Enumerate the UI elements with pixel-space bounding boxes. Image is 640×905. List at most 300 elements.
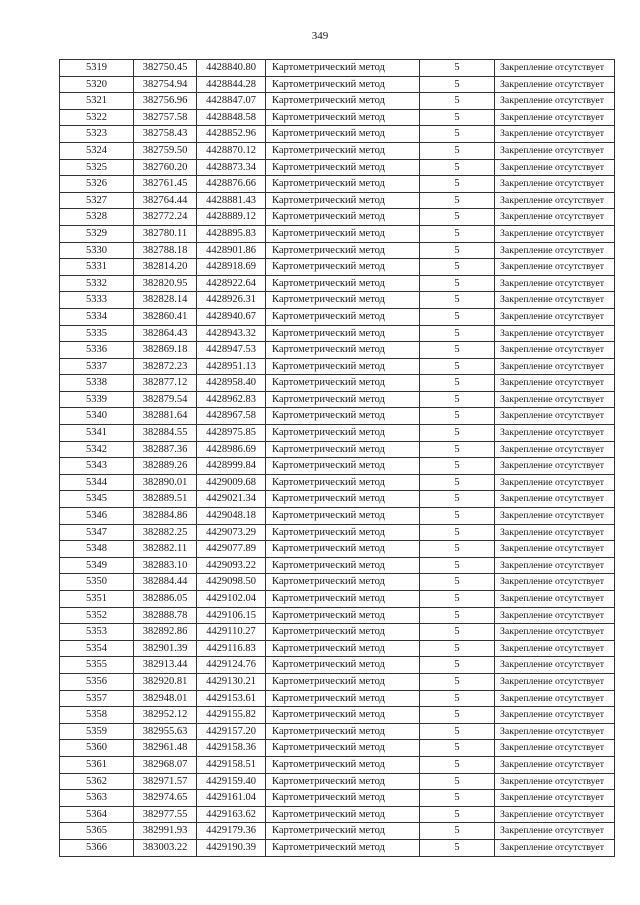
table-row (60, 707, 615, 724)
method-cell: Картометрический метод (266, 126, 420, 143)
point-number-cell: 5346 (60, 508, 134, 525)
table-row (60, 408, 615, 425)
method-cell: Картометрический метод (266, 259, 420, 276)
x-coordinate-cell: 383003.22 (134, 839, 197, 856)
table-row (60, 474, 615, 491)
fixing-cell: Закрепление отсутствует (495, 142, 615, 159)
x-coordinate-cell: 382888.78 (134, 607, 197, 624)
x-coordinate-cell: 382884.44 (134, 574, 197, 591)
method-cell: Картометрический метод (266, 342, 420, 359)
accuracy-cell: 5 (420, 259, 495, 276)
fixing-cell: Закрепление отсутствует (495, 375, 615, 392)
point-number-cell: 5349 (60, 557, 134, 574)
fixing-cell: Закрепление отсутствует (495, 607, 615, 624)
point-number-cell: 5333 (60, 292, 134, 309)
accuracy-cell: 5 (420, 93, 495, 110)
accuracy-cell: 5 (420, 441, 495, 458)
table-row (60, 640, 615, 657)
y-coordinate-cell: 4429009.68 (197, 474, 266, 491)
accuracy-cell: 5 (420, 839, 495, 856)
x-coordinate-cell: 382974.65 (134, 790, 197, 807)
method-cell: Картометрический метод (266, 508, 420, 525)
accuracy-cell: 5 (420, 806, 495, 823)
fixing-cell: Закрепление отсутствует (495, 723, 615, 740)
accuracy-cell: 5 (420, 358, 495, 375)
accuracy-cell: 5 (420, 408, 495, 425)
fixing-cell: Закрепление отсутствует (495, 474, 615, 491)
y-coordinate-cell: 4429158.51 (197, 756, 266, 773)
y-coordinate-cell: 4429157.20 (197, 723, 266, 740)
accuracy-cell: 5 (420, 756, 495, 773)
y-coordinate-cell: 4429021.34 (197, 491, 266, 508)
method-cell: Картометрический метод (266, 541, 420, 558)
method-cell: Картометрический метод (266, 176, 420, 193)
accuracy-cell: 5 (420, 508, 495, 525)
fixing-cell: Закрепление отсутствует (495, 790, 615, 807)
table-row (60, 292, 615, 309)
method-cell: Картометрический метод (266, 557, 420, 574)
point-number-cell: 5328 (60, 209, 134, 226)
y-coordinate-cell: 4428848.58 (197, 109, 266, 126)
method-cell: Картометрический метод (266, 425, 420, 442)
fixing-cell: Закрепление отсутствует (495, 508, 615, 525)
point-number-cell: 5339 (60, 391, 134, 408)
y-coordinate-cell: 4429116.83 (197, 640, 266, 657)
y-coordinate-cell: 4428844.28 (197, 76, 266, 93)
y-coordinate-cell: 4428876.66 (197, 176, 266, 193)
table-row (60, 275, 615, 292)
table-row (60, 425, 615, 442)
y-coordinate-cell: 4429153.61 (197, 690, 266, 707)
method-cell: Картометрический метод (266, 723, 420, 740)
y-coordinate-cell: 4429190.39 (197, 839, 266, 856)
y-coordinate-cell: 4429161.04 (197, 790, 266, 807)
accuracy-cell: 5 (420, 591, 495, 608)
method-cell: Картометрический метод (266, 325, 420, 342)
accuracy-cell: 5 (420, 242, 495, 259)
method-cell: Картометрический метод (266, 458, 420, 475)
fixing-cell: Закрепление отсутствует (495, 557, 615, 574)
x-coordinate-cell: 382756.96 (134, 93, 197, 110)
point-number-cell: 5336 (60, 342, 134, 359)
y-coordinate-cell: 4429179.36 (197, 823, 266, 840)
x-coordinate-cell: 382788.18 (134, 242, 197, 259)
point-number-cell: 5324 (60, 142, 134, 159)
y-coordinate-cell: 4429163.62 (197, 806, 266, 823)
fixing-cell: Закрепление отсутствует (495, 308, 615, 325)
accuracy-cell: 5 (420, 109, 495, 126)
y-coordinate-cell: 4429098.50 (197, 574, 266, 591)
fixing-cell: Закрепление отсутствует (495, 76, 615, 93)
x-coordinate-cell: 382961.48 (134, 740, 197, 757)
accuracy-cell: 5 (420, 142, 495, 159)
method-cell: Картометрический метод (266, 524, 420, 541)
accuracy-cell: 5 (420, 192, 495, 209)
accuracy-cell: 5 (420, 823, 495, 840)
table-row (60, 624, 615, 641)
table-row (60, 259, 615, 276)
accuracy-cell: 5 (420, 673, 495, 690)
x-coordinate-cell: 382828.14 (134, 292, 197, 309)
point-number-cell: 5345 (60, 491, 134, 508)
method-cell: Картометрический метод (266, 76, 420, 93)
point-number-cell: 5334 (60, 308, 134, 325)
fixing-cell: Закрепление отсутствует (495, 275, 615, 292)
y-coordinate-cell: 4428840.80 (197, 60, 266, 77)
point-number-cell: 5356 (60, 673, 134, 690)
point-number-cell: 5362 (60, 773, 134, 790)
method-cell: Картометрический метод (266, 690, 420, 707)
method-cell: Картометрический метод (266, 740, 420, 757)
method-cell: Картометрический метод (266, 839, 420, 856)
method-cell: Картометрический метод (266, 474, 420, 491)
method-cell: Картометрический метод (266, 607, 420, 624)
point-number-cell: 5337 (60, 358, 134, 375)
x-coordinate-cell: 382884.86 (134, 508, 197, 525)
point-number-cell: 5319 (60, 60, 134, 77)
method-cell: Картометрический метод (266, 292, 420, 309)
x-coordinate-cell: 382890.01 (134, 474, 197, 491)
point-number-cell: 5326 (60, 176, 134, 193)
x-coordinate-cell: 382955.63 (134, 723, 197, 740)
x-coordinate-cell: 382882.11 (134, 541, 197, 558)
x-coordinate-cell: 382886.05 (134, 591, 197, 608)
point-number-cell: 5335 (60, 325, 134, 342)
table-row (60, 308, 615, 325)
accuracy-cell: 5 (420, 275, 495, 292)
accuracy-cell: 5 (420, 391, 495, 408)
y-coordinate-cell: 4428901.86 (197, 242, 266, 259)
table-row (60, 209, 615, 226)
point-number-cell: 5357 (60, 690, 134, 707)
point-number-cell: 5340 (60, 408, 134, 425)
method-cell: Картометрический метод (266, 358, 420, 375)
x-coordinate-cell: 382820.95 (134, 275, 197, 292)
method-cell: Картометрический метод (266, 375, 420, 392)
table-row (60, 93, 615, 110)
y-coordinate-cell: 4429124.76 (197, 657, 266, 674)
y-coordinate-cell: 4429110.27 (197, 624, 266, 641)
fixing-cell: Закрепление отсутствует (495, 673, 615, 690)
fixing-cell: Закрепление отсутствует (495, 441, 615, 458)
fixing-cell: Закрепление отсутствует (495, 624, 615, 641)
y-coordinate-cell: 4429077.89 (197, 541, 266, 558)
y-coordinate-cell: 4428975.85 (197, 425, 266, 442)
x-coordinate-cell: 382892.86 (134, 624, 197, 641)
point-number-cell: 5320 (60, 76, 134, 93)
x-coordinate-cell: 382882.25 (134, 524, 197, 541)
fixing-cell: Закрепление отсутствует (495, 292, 615, 309)
table-row (60, 591, 615, 608)
y-coordinate-cell: 4428951.13 (197, 358, 266, 375)
point-number-cell: 5361 (60, 756, 134, 773)
fixing-cell: Закрепление отсутствует (495, 690, 615, 707)
point-number-cell: 5364 (60, 806, 134, 823)
y-coordinate-cell: 4428852.96 (197, 126, 266, 143)
x-coordinate-cell: 382977.55 (134, 806, 197, 823)
y-coordinate-cell: 4428895.83 (197, 225, 266, 242)
x-coordinate-cell: 382864.43 (134, 325, 197, 342)
table-row (60, 673, 615, 690)
method-cell: Картометрический метод (266, 823, 420, 840)
method-cell: Картометрический метод (266, 756, 420, 773)
x-coordinate-cell: 382948.01 (134, 690, 197, 707)
accuracy-cell: 5 (420, 690, 495, 707)
accuracy-cell: 5 (420, 308, 495, 325)
accuracy-cell: 5 (420, 790, 495, 807)
accuracy-cell: 5 (420, 640, 495, 657)
table-row (60, 159, 615, 176)
fixing-cell: Закрепление отсутствует (495, 60, 615, 77)
y-coordinate-cell: 4429106.15 (197, 607, 266, 624)
accuracy-cell: 5 (420, 557, 495, 574)
table-row (60, 806, 615, 823)
x-coordinate-cell: 382889.51 (134, 491, 197, 508)
table-row (60, 508, 615, 525)
fixing-cell: Закрепление отсутствует (495, 591, 615, 608)
table-row (60, 723, 615, 740)
coordinates-table (59, 59, 615, 857)
fixing-cell: Закрепление отсутствует (495, 640, 615, 657)
fixing-cell: Закрепление отсутствует (495, 756, 615, 773)
x-coordinate-cell: 382761.45 (134, 176, 197, 193)
fixing-cell: Закрепление отсутствует (495, 325, 615, 342)
x-coordinate-cell: 382879.54 (134, 391, 197, 408)
y-coordinate-cell: 4429073.29 (197, 524, 266, 541)
table-row (60, 60, 615, 77)
fixing-cell: Закрепление отсутствует (495, 225, 615, 242)
method-cell: Картометрический метод (266, 806, 420, 823)
method-cell: Картометрический метод (266, 159, 420, 176)
x-coordinate-cell: 382772.24 (134, 209, 197, 226)
y-coordinate-cell: 4428922.64 (197, 275, 266, 292)
accuracy-cell: 5 (420, 159, 495, 176)
method-cell: Картометрический метод (266, 142, 420, 159)
table-row (60, 574, 615, 591)
x-coordinate-cell: 382889.26 (134, 458, 197, 475)
x-coordinate-cell: 382920.81 (134, 673, 197, 690)
point-number-cell: 5365 (60, 823, 134, 840)
x-coordinate-cell: 382757.58 (134, 109, 197, 126)
method-cell: Картометрический метод (266, 275, 420, 292)
fixing-cell: Закрепление отсутствует (495, 458, 615, 475)
x-coordinate-cell: 382872.23 (134, 358, 197, 375)
point-number-cell: 5366 (60, 839, 134, 856)
method-cell: Картометрический метод (266, 441, 420, 458)
x-coordinate-cell: 382913.44 (134, 657, 197, 674)
x-coordinate-cell: 382884.55 (134, 425, 197, 442)
x-coordinate-cell: 382860.41 (134, 308, 197, 325)
y-coordinate-cell: 4429159.40 (197, 773, 266, 790)
accuracy-cell: 5 (420, 524, 495, 541)
y-coordinate-cell: 4428889.12 (197, 209, 266, 226)
table-row (60, 657, 615, 674)
table-row (60, 458, 615, 475)
fixing-cell: Закрепление отсутствует (495, 491, 615, 508)
table-row (60, 541, 615, 558)
x-coordinate-cell: 382877.12 (134, 375, 197, 392)
x-coordinate-cell: 382758.43 (134, 126, 197, 143)
accuracy-cell: 5 (420, 342, 495, 359)
method-cell: Картометрический метод (266, 242, 420, 259)
table-row (60, 192, 615, 209)
point-number-cell: 5363 (60, 790, 134, 807)
accuracy-cell: 5 (420, 707, 495, 724)
fixing-cell: Закрепление отсутствует (495, 159, 615, 176)
x-coordinate-cell: 382971.57 (134, 773, 197, 790)
y-coordinate-cell: 4428958.40 (197, 375, 266, 392)
x-coordinate-cell: 382780.11 (134, 225, 197, 242)
method-cell: Картометрический метод (266, 391, 420, 408)
accuracy-cell: 5 (420, 126, 495, 143)
fixing-cell: Закрепление отсутствует (495, 541, 615, 558)
point-number-cell: 5358 (60, 707, 134, 724)
method-cell: Картометрический метод (266, 192, 420, 209)
coordinates-table-body (60, 60, 615, 857)
fixing-cell: Закрепление отсутствует (495, 176, 615, 193)
table-row (60, 491, 615, 508)
table-row (60, 76, 615, 93)
y-coordinate-cell: 4429048.18 (197, 508, 266, 525)
y-coordinate-cell: 4428918.69 (197, 259, 266, 276)
point-number-cell: 5338 (60, 375, 134, 392)
y-coordinate-cell: 4428926.31 (197, 292, 266, 309)
point-number-cell: 5332 (60, 275, 134, 292)
x-coordinate-cell: 382750.45 (134, 60, 197, 77)
y-coordinate-cell: 4429155.82 (197, 707, 266, 724)
method-cell: Картометрический метод (266, 624, 420, 641)
x-coordinate-cell: 382814.20 (134, 259, 197, 276)
method-cell: Картометрический метод (266, 225, 420, 242)
fixing-cell: Закрепление отсутствует (495, 707, 615, 724)
table-row (60, 375, 615, 392)
method-cell: Картометрический метод (266, 60, 420, 77)
y-coordinate-cell: 4428940.67 (197, 308, 266, 325)
y-coordinate-cell: 4428847.07 (197, 93, 266, 110)
x-coordinate-cell: 382901.39 (134, 640, 197, 657)
point-number-cell: 5360 (60, 740, 134, 757)
x-coordinate-cell: 382968.07 (134, 756, 197, 773)
method-cell: Картометрический метод (266, 491, 420, 508)
table-row (60, 126, 615, 143)
table-row (60, 142, 615, 159)
point-number-cell: 5350 (60, 574, 134, 591)
fixing-cell: Закрепление отсутствует (495, 242, 615, 259)
accuracy-cell: 5 (420, 325, 495, 342)
point-number-cell: 5342 (60, 441, 134, 458)
point-number-cell: 5344 (60, 474, 134, 491)
method-cell: Картометрический метод (266, 707, 420, 724)
fixing-cell: Закрепление отсутствует (495, 126, 615, 143)
point-number-cell: 5359 (60, 723, 134, 740)
x-coordinate-cell: 382991.93 (134, 823, 197, 840)
accuracy-cell: 5 (420, 723, 495, 740)
point-number-cell: 5325 (60, 159, 134, 176)
table-row (60, 756, 615, 773)
point-number-cell: 5354 (60, 640, 134, 657)
y-coordinate-cell: 4429158.36 (197, 740, 266, 757)
point-number-cell: 5323 (60, 126, 134, 143)
x-coordinate-cell: 382881.64 (134, 408, 197, 425)
accuracy-cell: 5 (420, 574, 495, 591)
fixing-cell: Закрепление отсутствует (495, 209, 615, 226)
point-number-cell: 5353 (60, 624, 134, 641)
table-row (60, 358, 615, 375)
table-row (60, 773, 615, 790)
table-row (60, 325, 615, 342)
x-coordinate-cell: 382759.50 (134, 142, 197, 159)
y-coordinate-cell: 4428870.12 (197, 142, 266, 159)
table-row (60, 242, 615, 259)
point-number-cell: 5331 (60, 259, 134, 276)
point-number-cell: 5322 (60, 109, 134, 126)
point-number-cell: 5347 (60, 524, 134, 541)
x-coordinate-cell: 382760.20 (134, 159, 197, 176)
y-coordinate-cell: 4429093.22 (197, 557, 266, 574)
x-coordinate-cell: 382754.94 (134, 76, 197, 93)
accuracy-cell: 5 (420, 225, 495, 242)
fixing-cell: Закрепление отсутствует (495, 109, 615, 126)
fixing-cell: Закрепление отсутствует (495, 823, 615, 840)
point-number-cell: 5327 (60, 192, 134, 209)
table-row (60, 740, 615, 757)
method-cell: Картометрический метод (266, 591, 420, 608)
table-row (60, 690, 615, 707)
y-coordinate-cell: 4428881.43 (197, 192, 266, 209)
method-cell: Картометрический метод (266, 673, 420, 690)
fixing-cell: Закрепление отсутствует (495, 358, 615, 375)
accuracy-cell: 5 (420, 375, 495, 392)
accuracy-cell: 5 (420, 773, 495, 790)
accuracy-cell: 5 (420, 657, 495, 674)
fixing-cell: Закрепление отсутствует (495, 391, 615, 408)
accuracy-cell: 5 (420, 740, 495, 757)
point-number-cell: 5351 (60, 591, 134, 608)
table-row (60, 176, 615, 193)
point-number-cell: 5343 (60, 458, 134, 475)
fixing-cell: Закрепление отсутствует (495, 839, 615, 856)
method-cell: Картометрический метод (266, 790, 420, 807)
fixing-cell: Закрепление отсутствует (495, 425, 615, 442)
fixing-cell: Закрепление отсутствует (495, 740, 615, 757)
point-number-cell: 5341 (60, 425, 134, 442)
accuracy-cell: 5 (420, 541, 495, 558)
x-coordinate-cell: 382887.36 (134, 441, 197, 458)
x-coordinate-cell: 382764.44 (134, 192, 197, 209)
point-number-cell: 5352 (60, 607, 134, 624)
point-number-cell: 5321 (60, 93, 134, 110)
accuracy-cell: 5 (420, 458, 495, 475)
accuracy-cell: 5 (420, 209, 495, 226)
accuracy-cell: 5 (420, 491, 495, 508)
x-coordinate-cell: 382883.10 (134, 557, 197, 574)
table-row (60, 823, 615, 840)
table-row (60, 607, 615, 624)
accuracy-cell: 5 (420, 176, 495, 193)
table-row (60, 557, 615, 574)
x-coordinate-cell: 382869.18 (134, 342, 197, 359)
fixing-cell: Закрепление отсутствует (495, 657, 615, 674)
fixing-cell: Закрепление отсутствует (495, 93, 615, 110)
y-coordinate-cell: 4428999.84 (197, 458, 266, 475)
point-number-cell: 5330 (60, 242, 134, 259)
table-row (60, 790, 615, 807)
fixing-cell: Закрепление отсутствует (495, 408, 615, 425)
accuracy-cell: 5 (420, 60, 495, 77)
point-number-cell: 5329 (60, 225, 134, 242)
fixing-cell: Закрепление отсутствует (495, 806, 615, 823)
y-coordinate-cell: 4428986.69 (197, 441, 266, 458)
